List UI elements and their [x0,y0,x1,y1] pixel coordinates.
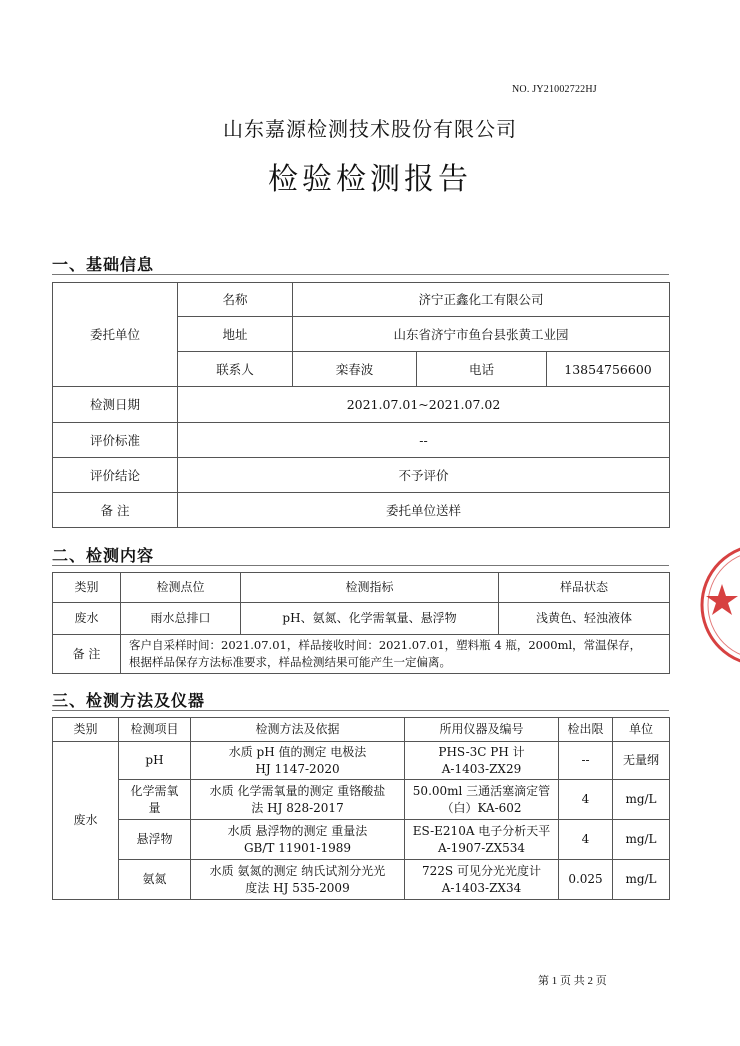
method-basis [191,820,405,860]
method-item: 悬浮物 [119,820,191,860]
basic-info-table [52,282,670,528]
method-basis [191,742,405,780]
standard-label: 评价标准 [53,423,178,458]
name-label: 名称 [178,283,293,317]
method-item: 氨氮 [119,860,191,900]
method-header-item: 检测项目 [119,718,191,742]
content-header-state: 样品状态 [499,573,670,603]
method-table [52,717,670,900]
method-line: 度法 HJ 535-2009 [245,880,350,895]
section1-rule [52,274,669,275]
method-instrument [405,860,559,900]
instrument-line: PHS-3C PH 计 [438,744,525,759]
section3-heading: 三、检测方法及仪器 [52,691,206,710]
page-footer: 第 1 页 共 2 页 [538,975,607,987]
content-remark [121,635,670,674]
content-remark-line1: 客户自采样时间：2021.07.01，样品接收时间：2021.07.01，塑料瓶 4 瓶，2000ml，常温保存， [129,638,642,652]
content-remark-label: 备 注 [53,635,121,674]
method-header-instrument: 所用仪器及编号 [405,718,559,742]
method-limit: 0.025 [559,860,613,900]
name-value: 济宁正鑫化工有限公司 [293,283,670,317]
instrument-line: （白）KA-602 [441,800,522,815]
item-line: 量 [148,800,161,815]
content-header-category: 类别 [53,573,121,603]
method-category: 废水 [53,742,119,900]
remark-value: 委托单位送样 [178,493,670,528]
content-table [52,572,670,674]
instrument-line: A-1403-ZX34 [441,880,522,895]
method-line: GB/T 11901-1989 [243,840,352,855]
conclusion-label: 评价结论 [53,458,178,493]
instrument-line: 722S 可见分光光度计 [422,863,541,878]
address-label: 地址 [178,317,293,352]
method-header-method: 检测方法及依据 [191,718,405,742]
seal-stamp-icon [700,520,740,690]
instrument-line: A-1403-ZX29 [441,761,522,776]
method-item: pH [119,742,191,780]
method-limit: -- [559,742,613,780]
phone-value: 13854756600 [547,352,670,387]
method-basis [191,860,405,900]
instrument-line: A-1907-ZX534 [437,840,526,855]
section3-rule [52,710,669,711]
company-name: 山东嘉源检测技术股份有限公司 [223,117,517,141]
contact-label: 联系人 [178,352,293,387]
method-instrument [405,742,559,780]
method-line: 法 HJ 828-2017 [251,800,344,815]
method-header-unit: 单位 [613,718,670,742]
contact-value: 栾春波 [293,352,417,387]
standard-value: -- [178,423,670,458]
phone-label: 电话 [417,352,547,387]
section2-heading: 二、检测内容 [52,546,155,565]
method-item [119,780,191,820]
content-index: pH、氨氮、化学需氧量、悬浮物 [241,603,499,635]
method-limit: 4 [559,780,613,820]
method-header-category: 类别 [53,718,119,742]
instrument-line: ES-E210A 电子分析天平 [412,823,551,838]
instrument-line: 50.00ml 三通活塞滴定管 [412,783,551,798]
content-state: 浅黄色、轻浊液体 [499,603,670,635]
remark-label: 备 注 [53,493,178,528]
section1-heading: 一、基础信息 [52,255,155,274]
content-header-index: 检测指标 [241,573,499,603]
method-line: 水质 悬浮物的测定 重量法 [227,823,368,838]
method-unit: mg/L [613,820,670,860]
report-number: NO. JY21002722HJ [512,84,597,95]
method-header-limit: 检出限 [559,718,613,742]
method-line: HJ 1147-2020 [255,761,340,776]
method-instrument [405,820,559,860]
method-unit: 无量纲 [613,742,670,780]
section2-rule [52,565,669,566]
method-line: 水质 化学需氧量的测定 重铬酸盐 [209,783,386,798]
conclusion-value: 不予评价 [178,458,670,493]
content-point: 雨水总排口 [121,603,241,635]
method-limit: 4 [559,820,613,860]
method-basis [191,780,405,820]
content-category: 废水 [53,603,121,635]
item-line: 化学需氧 [130,783,179,798]
method-instrument [405,780,559,820]
method-unit: mg/L [613,780,670,820]
content-remark-line2: 根据样品保存方法标准要求，样品检测结果可能产生一定偏离。 [129,655,451,669]
report-title: 检验检测报告 [268,162,472,197]
method-line: 水质 氨氮的测定 纳氏试剂分光光 [209,863,386,878]
date-label: 检测日期 [53,387,178,423]
address-value: 山东省济宁市鱼台县张黄工业园 [293,317,670,352]
method-line: 水质 pH 值的测定 电极法 [228,744,367,759]
method-unit: mg/L [613,860,670,900]
date-value: 2021.07.01~2021.07.02 [178,387,670,423]
content-header-point: 检测点位 [121,573,241,603]
client-label: 委托单位 [53,283,178,387]
